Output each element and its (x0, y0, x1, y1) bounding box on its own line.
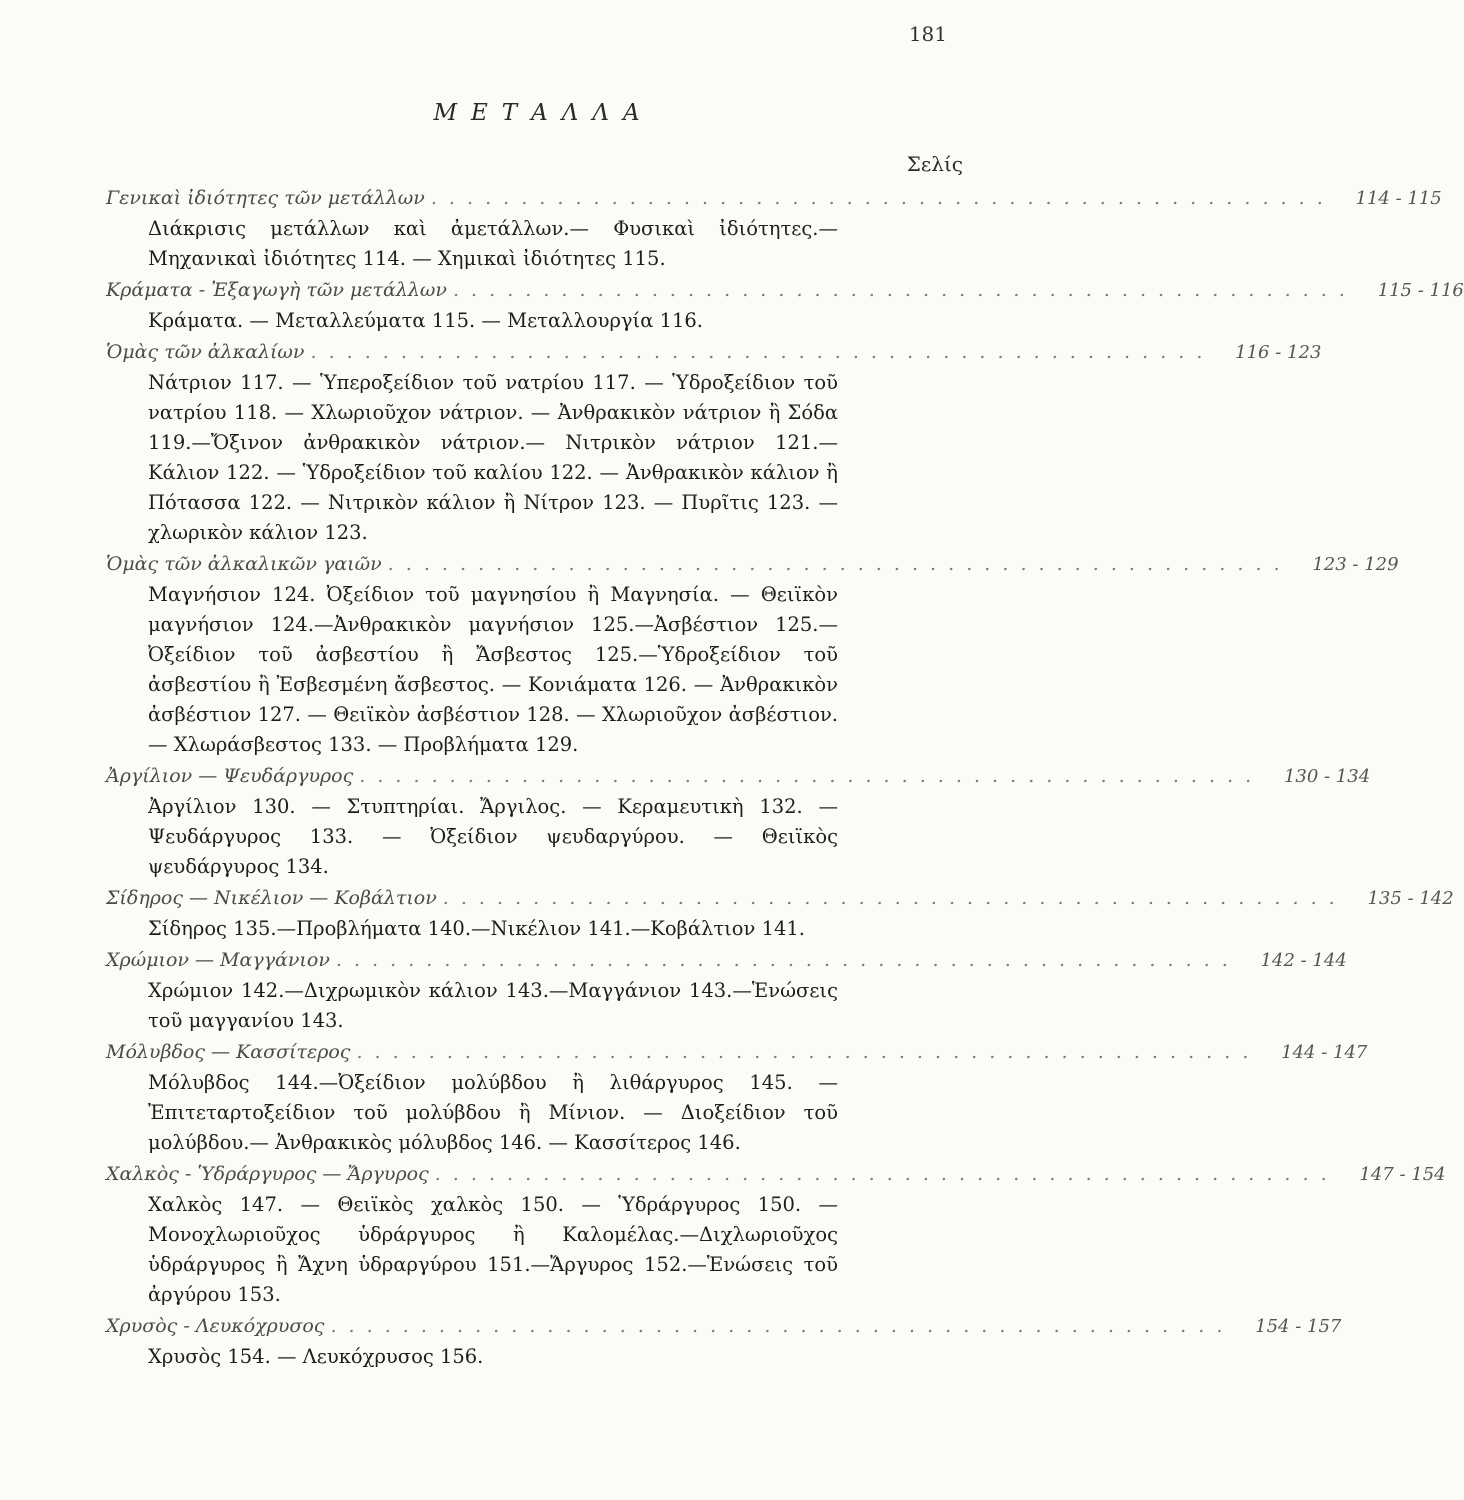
toc-entry (106, 1310, 1342, 1342)
toc-entry-description: Κράματα. — Μεταλλεύματα 115. — Μεταλλουργία 116. (148, 309, 703, 332)
dot-leader: . . . . . . . . . . . . . . . . . . . . . . . . . . . . . . . . . . . . . . . . . . . . . . . . . . (442, 887, 1338, 909)
toc-entry-pages: 116 - 123 (1235, 342, 1322, 363)
toc-entry-description: Νάτριον 117. — Ὑπεροξείδιον τοῦ νατρίου 117. — Ὑδροξείδιον τοῦ νατρίου 118. — Χλωριοῦχον νάτριον. — Ἀνθρακικὸν νάτριον ἢ Σόδα 119.—Ὄξινον ἀνθρακικὸν νάτριον.— Νιτρικὸν νάτριον 121.— Κάλιον 122. — Ὑδροξείδιον τοῦ καλίου 122. — Ἀνθρακικὸν κάλιον ἢ Πότασσα 122. — Νιτρικὸν κάλιον ἢ Νίτρον 123. — Πυρῖτις 123. — χλωρικὸν κάλιον 123. (148, 371, 838, 544)
toc-entry-description: Μόλυβδος 144.—Ὀξείδιον μολύβδου ἢ λιθάργυρος 145. — Ἐπιτεταρτοξείδιον τοῦ μολύβδου ἢ Μίνιον. — Διοξείδιον τοῦ μολύβδου.— Ἀνθρακικὸς μόλυβδος 146. — Κασσίτερος 146. (148, 1071, 838, 1154)
toc-entry-description: Χαλκὸς 147. — Θειϊκὸς χαλκὸς 150. — Ὑδράργυρος 150. — Μονοχλωριοῦχος ὑδράργυρος ἢ Καλομέλας.—Διχλωριοῦχος ὑδράργυρος ἢ Ἄχνη ὑδραργύρου 151.—Ἄργυρος 152.—Ἑνώσεις τοῦ ἀργύρου 153. (148, 1193, 838, 1306)
toc-entry-description: Σίδηρος 135.—Προβλήματα 140.—Νικέλιον 141.—Κοβάλτιον 141. (148, 917, 806, 940)
toc-section-lead-tin (106, 1036, 1368, 1158)
toc-section-copper-mercury-silver (106, 1158, 1446, 1310)
dot-leader: . . . . . . . . . . . . . . . . . . . . . . . . . . . . . . . . . . . . . . . . . . . . . . . . . . (330, 1315, 1226, 1337)
toc-entry-pages: 115 - 116 (1377, 280, 1464, 301)
toc-entry-title: Χρυσὸς - Λευκόχρυσος (106, 1315, 325, 1337)
dot-leader: . . . . . . . . . . . . . . . . . . . . . . . . . . . . . . . . . . . . . . . . . . . . . . . . . . (434, 1163, 1330, 1185)
toc-entry-description: Μαγνήσιον 124. Ὀξείδιον τοῦ μαγνησίου ἢ Μαγνησία. — Θειϊκὸν μαγνήσιον 124.—Ἀνθρακικὸν μαγνήσιον 125.—Ἀσβέστιον 125.— Ὀξείδιον τοῦ ἀσβεστίου ἢ Ἄσβεστος 125.—Ὑδροξείδιον τοῦ ἀσβεστίου ἢ Ἐσβεσμένη ἄσβεστος. — Κονιάματα 126. — Ἀνθρακικὸν ἀσβέστιον 127. — Θειϊκὸν ἀσβέστιον 128. — Χλωριοῦχον ἀσβέστιον. — Χλωράσβεστος 133. — Προβλήματα 129. (148, 583, 838, 756)
toc-section-general-properties (106, 182, 1442, 274)
table-of-contents (106, 182, 1464, 1372)
toc-entry (106, 182, 1442, 214)
toc-entry-pages: 123 - 129 (1312, 554, 1399, 575)
toc-entry (106, 882, 1454, 914)
toc-entry-title: Σίδηρος — Νικέλιον — Κοβάλτιον (106, 887, 437, 909)
dot-leader: . . . . . . . . . . . . . . . . . . . . . . . . . . . . . . . . . . . . . . . . . . . . . . . . . . (356, 1041, 1252, 1063)
toc-entry-title: Μόλυβδος — Κασσίτερος (106, 1041, 351, 1063)
toc-entry (106, 760, 1371, 792)
toc-section-aluminium-zinc (106, 760, 1371, 882)
dot-leader: . . . . . . . . . . . . . . . . . . . . . . . . . . . . . . . . . . . . . . . . . . . . . . . . . . (359, 765, 1255, 787)
toc-entry (106, 548, 1399, 580)
toc-entry-pages: 142 - 144 (1260, 950, 1347, 971)
toc-entry (106, 944, 1347, 976)
toc-entry-pages: 114 - 115 (1355, 188, 1442, 209)
toc-entry-pages: 147 - 154 (1359, 1164, 1446, 1185)
toc-entry-description: Χρώμιον 142.—Διχρωμικὸν κάλιον 143.—Μαγγάνιον 143.—Ἑνώσεις τοῦ μαγγανίου 143. (148, 979, 838, 1032)
page-title: ΜΕΤΑΛΛΑ (433, 100, 654, 126)
toc-entry-title: Κράματα - Ἐξαγωγὴ τῶν μετάλλων (106, 279, 447, 301)
toc-entry-pages: 154 - 157 (1255, 1316, 1342, 1337)
toc-entry-title: Ὁμὰς τῶν ἀλκαλίων (106, 341, 305, 363)
toc-entry-title: Γενικαὶ ἰδιότητες τῶν μετάλλων (106, 187, 425, 209)
toc-entry-title: Ὁμὰς τῶν ἀλκαλικῶν γαιῶν (106, 553, 382, 575)
toc-entry-pages: 135 - 142 (1367, 888, 1454, 909)
toc-section-alkaline-earth (106, 548, 1399, 760)
dot-leader: . . . . . . . . . . . . . . . . . . . . . . . . . . . . . . . . . . . . . . . . . . . . . . . . . . (387, 553, 1283, 575)
toc-section-alkali-metals (106, 336, 1322, 548)
toc-entry-description: Χρυσὸς 154. — Λευκόχρυσος 156. (148, 1345, 484, 1368)
dot-leader: . . . . . . . . . . . . . . . . . . . . . . . . . . . . . . . . . . . . . . . . . . . . . . . . . . (430, 187, 1326, 209)
toc-section-chromium-manganese (106, 944, 1347, 1036)
toc-entry (106, 1036, 1368, 1068)
toc-entry (106, 1158, 1446, 1190)
toc-section-gold-platinum (106, 1310, 1342, 1372)
toc-entry-pages: 130 - 134 (1283, 766, 1371, 787)
dot-leader: . . . . . . . . . . . . . . . . . . . . . . . . . . . . . . . . . . . . . . . . . . . . . . . . . . (310, 341, 1206, 363)
toc-section-alloys (106, 274, 1464, 336)
toc-section-iron-nickel-cobalt (106, 882, 1454, 944)
page-column-header: Σελίς (906, 152, 963, 176)
toc-entry-description: Ἀργίλιον 130. — Στυπτηρίαι. Ἄργιλος. — Κεραμευτικὴ 132. — Ψευδάργυρος 133. — Ὀξείδιον ψευδαργύρου. — Θειϊκὸς ψευδάργυρος 134. (148, 795, 838, 878)
toc-entry (106, 336, 1322, 368)
page-number: 181 (908, 22, 947, 46)
toc-entry (106, 274, 1464, 306)
toc-entry-title: Χρώμιον — Μαγγάνιον (106, 949, 330, 971)
dot-leader: . . . . . . . . . . . . . . . . . . . . . . . . . . . . . . . . . . . . . . . . . . . . . . . . . . (452, 279, 1348, 301)
toc-entry-description: Διάκρισις μετάλλων καὶ ἀμετάλλων.— Φυσικαὶ ἰδιότητες.— Μηχανικαὶ ἰδιότητες 114. — Χημικαὶ ἰδιότητες 115. (148, 217, 838, 270)
dot-leader: . . . . . . . . . . . . . . . . . . . . . . . . . . . . . . . . . . . . . . . . . . . . . . . . . . (335, 949, 1231, 971)
toc-entry-title: Ἀργίλιον — Ψευδάργυρος (106, 765, 354, 787)
toc-entry-title: Χαλκὸς - Ὑδράργυρος — Ἄργυρος (106, 1163, 429, 1185)
toc-entry-pages: 144 - 147 (1281, 1042, 1368, 1063)
